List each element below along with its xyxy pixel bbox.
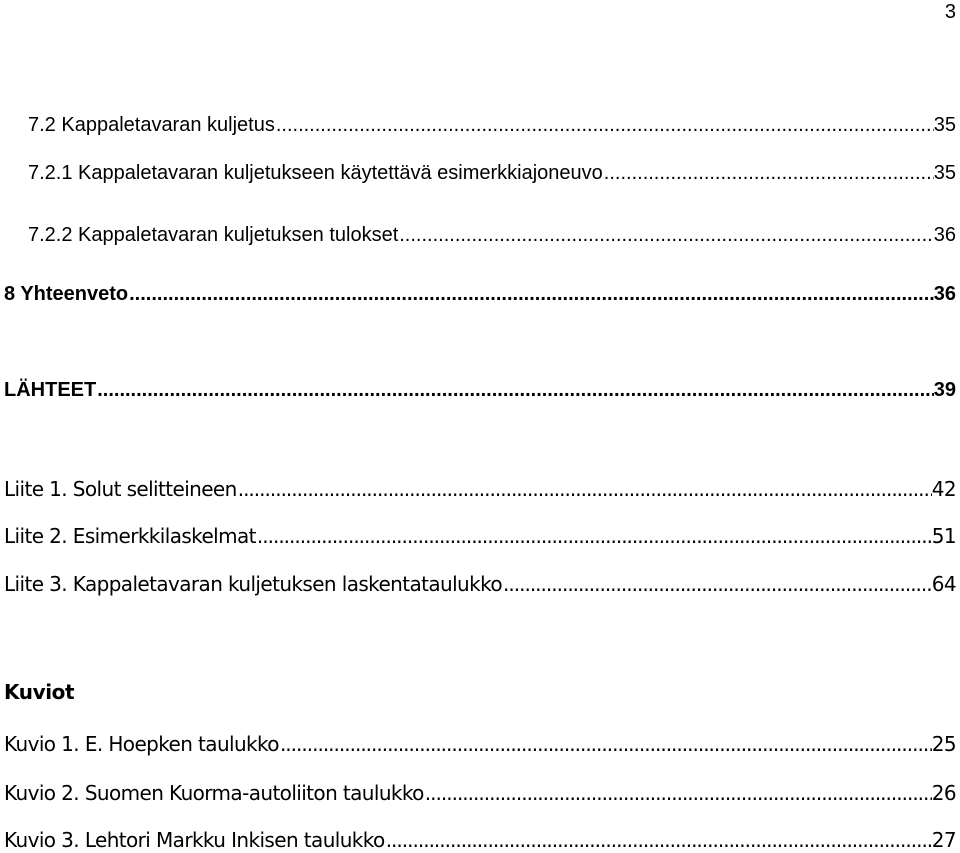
- toc-leader: [503, 574, 932, 594]
- toc-leader: [97, 380, 934, 400]
- toc-leader: [129, 284, 934, 304]
- toc-entry-7-2[interactable]: [28, 115, 956, 135]
- toc-entry-page: 36: [933, 224, 956, 246]
- toc-entry-title: 7.2 Kappaletavaran kuljetus: [28, 114, 275, 136]
- toc-entry-liite-1[interactable]: [4, 479, 956, 499]
- figure-entry-page: 25: [931, 732, 956, 756]
- toc-entry-liite-2[interactable]: [4, 526, 956, 546]
- figure-entry-page: 26: [931, 781, 956, 805]
- toc-entry-page: 35: [933, 114, 956, 136]
- figure-entry-1[interactable]: [4, 734, 956, 754]
- toc-entry-title: LÄHTEET: [4, 379, 97, 401]
- toc-leader: [425, 783, 932, 803]
- toc-entry-liite-3[interactable]: [4, 574, 956, 594]
- figures-heading: Kuviot: [4, 680, 75, 704]
- toc-entry-page: 39: [933, 379, 956, 401]
- toc-entry-page: 51: [931, 524, 956, 548]
- toc-leader: [386, 830, 932, 850]
- toc-leader: [257, 526, 932, 546]
- toc-entry-lahteet[interactable]: [4, 380, 956, 400]
- toc-entry-page: 35: [933, 162, 956, 184]
- page-number: 3: [944, 1, 956, 23]
- toc-entry-page: 36: [933, 283, 956, 305]
- toc-entry-title: 7.2.2 Kappaletavaran kuljetuksen tulokset: [28, 224, 399, 246]
- toc-entry-page: 64: [931, 572, 956, 596]
- figure-entry-page: 27: [931, 828, 956, 852]
- figure-entry-3[interactable]: [4, 830, 956, 850]
- toc-entry-7-2-1[interactable]: [28, 163, 956, 183]
- toc-entry-title: Liite 1. Solut selitteineen: [4, 477, 237, 501]
- figure-entry-title: Kuvio 1. E. Hoepken taulukko: [4, 732, 279, 756]
- toc-entry-title: 8 Yhteenveto: [4, 283, 129, 305]
- toc-entry-title: Liite 2. Esimerkkilaskelmat: [4, 524, 256, 548]
- figure-entry-2[interactable]: [4, 783, 956, 803]
- toc-leader: [399, 225, 934, 245]
- toc-entry-title: 7.2.1 Kappaletavaran kuljetukseen käytettävä esimerkkiajoneuvo: [28, 162, 603, 184]
- toc-entry-7-2-2[interactable]: [28, 225, 956, 245]
- toc-leader: [604, 163, 934, 183]
- toc-leader: [280, 734, 932, 754]
- figure-entry-title: Kuvio 3. Lehtori Markku Inkisen taulukko: [4, 828, 385, 852]
- figure-entry-title: Kuvio 2. Suomen Kuorma-autoliiton taulukko: [4, 781, 424, 805]
- toc-leader: [276, 115, 934, 135]
- toc-entry-page: 42: [931, 477, 956, 501]
- toc-entry-8[interactable]: [4, 284, 956, 304]
- toc-entry-title: Liite 3. Kappaletavaran kuljetuksen laskentataulukko: [4, 572, 503, 596]
- toc-leader: [238, 479, 932, 499]
